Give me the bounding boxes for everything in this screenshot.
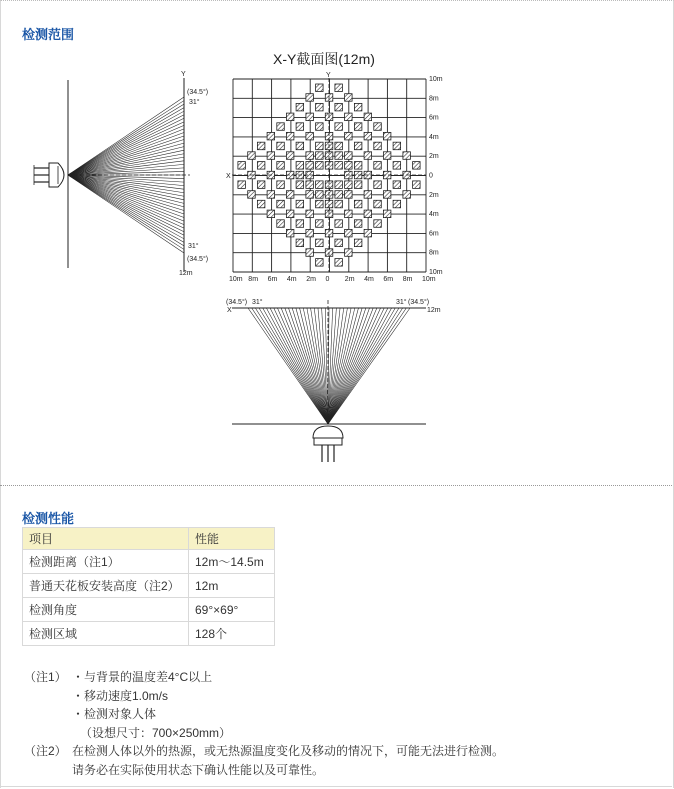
beam-ray [277, 308, 328, 424]
grid-right-tick-label: 8m [429, 249, 439, 257]
beam-ray [285, 308, 328, 424]
beam-ray [68, 118, 184, 175]
table-row [23, 598, 275, 622]
detection-zone-cell [374, 142, 382, 150]
beam-ray [303, 308, 328, 424]
detection-zone-cell [335, 191, 343, 199]
detection-zone-cell [286, 191, 294, 199]
beam-ray [68, 108, 184, 175]
detection-zone-cell [345, 229, 353, 237]
table-row [23, 574, 275, 598]
grid-right-tick-label: 4m [429, 211, 439, 219]
beam-ray [68, 175, 184, 242]
detection-zone-cell [335, 123, 343, 131]
table-cell-value: 12m [189, 574, 275, 598]
grid-right-tick-label: 2m [429, 153, 439, 161]
detection-zone-cell [296, 181, 304, 189]
table-cell-value: 128个 [189, 622, 275, 646]
beam-ray [289, 308, 329, 424]
detection-zone-cell [316, 103, 324, 111]
detection-zone-cell [335, 200, 343, 208]
detection-zone-cell [374, 200, 382, 208]
detection-zone-cell [267, 210, 275, 218]
beam-ray [68, 122, 184, 175]
beam-ray [266, 308, 328, 424]
beam-ray [255, 308, 328, 424]
grid-bottom-tick-label: 4m [286, 276, 297, 283]
detection-zone-cell [277, 181, 285, 189]
detection-zone-cell [306, 249, 314, 256]
note1-label: （注1） [24, 670, 67, 684]
detection-zone-cell [316, 200, 324, 208]
detection-zone-cell [296, 220, 304, 228]
grid-bottom-tick-label: 2m [306, 276, 316, 283]
detection-zone-cell [306, 94, 314, 102]
detection-zone-cell [345, 191, 353, 199]
detection-zone-cell [238, 162, 246, 170]
grid-right-tick-label: 10m [429, 76, 443, 83]
detection-zone-cell [306, 162, 314, 170]
grid-bottom-tick-label: 8m [402, 276, 413, 283]
beam-ray [68, 175, 184, 203]
detection-zone-cell [345, 249, 353, 256]
detection-zone-cell [257, 200, 265, 208]
table-header-performance: 性能 [189, 528, 275, 550]
detection-zone-cell [364, 191, 372, 199]
note1-line: ・检测对象人体 [72, 707, 157, 721]
grid-bottom-tick-label: 0 [325, 276, 330, 283]
grid-bottom-tick-label: 10m [229, 276, 243, 283]
grid-bottom-tick-label: 6m [383, 276, 394, 283]
detection-zone-cell [296, 200, 304, 208]
detection-zone-cell [345, 210, 353, 218]
grid-right-tick-label: 4m [429, 133, 439, 141]
detection-zone-cell [345, 152, 353, 160]
detection-zone-cell [335, 152, 343, 160]
beam-ray [68, 175, 184, 225]
detection-zone-cell [354, 200, 362, 208]
detection-zone-cell [257, 162, 265, 170]
detection-zone-cell [316, 162, 324, 170]
detection-range-diagram [0, 40, 674, 470]
detection-zone-cell [277, 142, 285, 150]
grid-right-tick-label: 6m [429, 230, 439, 238]
detection-zone-cell [286, 113, 294, 121]
section-title-performance: 检测性能 [22, 511, 75, 526]
grid-y-label: Y [326, 72, 331, 79]
grid-right-tick-label: 10m [429, 269, 443, 276]
grid-bottom-tick-label: 8m [248, 276, 259, 283]
detection-zone-cell [364, 132, 372, 140]
detection-zone-cell [257, 142, 265, 150]
detection-zone-cell [335, 220, 343, 228]
beam-ray [328, 308, 388, 424]
detection-zone-cell [354, 220, 362, 228]
detection-zone-cell [354, 162, 362, 170]
grid-right-tick-label: 6m [429, 114, 439, 122]
beam-ray [328, 308, 384, 424]
detection-zone-cell [286, 132, 294, 140]
beam-ray [68, 143, 184, 175]
detection-zone-cell [403, 191, 411, 199]
beam-ray [328, 308, 366, 424]
detection-zone-cell [296, 162, 304, 170]
beam-ray [68, 175, 184, 228]
note2-line: 在检测人体以外的热源，或无热源温度变化及移动的情况下，可能无法进行检测。 [72, 744, 505, 758]
front-right-angle-inner: 31° [396, 299, 407, 306]
beam-ray [68, 175, 184, 239]
detection-zone-cell [306, 181, 314, 189]
detection-zone-cell [335, 103, 343, 111]
front-distance-label: 12m [427, 307, 441, 314]
beam-ray [68, 175, 184, 207]
beam-ray [328, 308, 362, 424]
table-header-row [23, 528, 275, 550]
detection-zone-cell [345, 181, 353, 189]
grid-bottom-tick-label: 10m [422, 276, 436, 283]
detection-zone-cell [413, 162, 421, 170]
detection-zone-cell [345, 94, 353, 102]
note1-line: （设想尺寸：700×250mm） [80, 725, 232, 740]
section-divider [0, 485, 672, 486]
detection-zone-cell [316, 123, 324, 131]
performance-table [22, 527, 275, 646]
detection-zone-cell [296, 123, 304, 131]
beam-ray [328, 308, 403, 424]
table-header-item: 项目 [23, 528, 189, 550]
front-left-angle-inner: 31° [252, 299, 263, 306]
side-top-angle-outer: (34.5°) [187, 89, 209, 96]
side-top-angle-inner: 31° [189, 99, 200, 106]
beam-ray [328, 308, 410, 424]
detection-zone-cell [354, 142, 362, 150]
front-x-label: X [227, 307, 232, 314]
detection-zone-cell [364, 210, 372, 218]
detection-zone-cell [335, 162, 343, 170]
note2-label: （注2） [24, 744, 67, 758]
table-cell-item: 检测区域 [23, 622, 189, 646]
table-cell-value: 12m～14.5m [189, 550, 275, 574]
detection-zone-cell [286, 152, 294, 160]
detection-zone-cell [374, 123, 382, 131]
detection-zone-cell [335, 181, 343, 189]
note1-line: ・移动速度1.0m/s [72, 688, 169, 703]
detection-zone-cell [316, 142, 324, 150]
xy-section-grid [226, 51, 443, 283]
detection-zone-cell [393, 162, 401, 170]
detection-zone-cell [248, 191, 256, 199]
table-cell-item: 检测距离（注1） [23, 550, 189, 574]
grid-right-tick-label: 2m [429, 191, 439, 199]
detection-zone-cell [316, 259, 324, 267]
side-view-beam-rays [68, 97, 184, 253]
detection-zone-cell [277, 220, 285, 228]
beam-ray [263, 308, 328, 424]
front-view [226, 298, 441, 462]
detection-zone-cell [335, 84, 343, 92]
detection-zone-cell [296, 103, 304, 111]
detection-zone-cell [383, 191, 391, 199]
grid-bottom-tick-label: 4m [364, 276, 374, 283]
detection-zone-cell [345, 132, 353, 140]
detection-zone-cell [277, 123, 285, 131]
detection-zone-cell [393, 200, 401, 208]
table-cell-value: 69°×69° [189, 598, 275, 622]
detection-zone-cell [306, 152, 314, 160]
detection-zone-cell [374, 181, 382, 189]
detection-zone-cell [277, 200, 285, 208]
detection-zone-cell [335, 239, 343, 247]
beam-ray [300, 308, 328, 424]
detection-zone-cell [248, 152, 256, 160]
grid-bottom-tick-label: 6m [267, 276, 278, 283]
detection-zone-cell [354, 103, 362, 111]
front-right-angle-outer: (34.5°) [408, 299, 430, 306]
side-distance-label: 12m [179, 270, 193, 277]
detection-zone-cell [364, 229, 372, 237]
beam-ray [68, 147, 184, 175]
detection-zone-cell [354, 239, 362, 247]
grid-right-labels [429, 76, 443, 276]
detection-zone-cell [393, 142, 401, 150]
table-row [23, 622, 275, 646]
detection-zone-cell [296, 142, 304, 150]
detection-zone-cell [345, 113, 353, 121]
detection-zone-cell [286, 210, 294, 218]
detection-zone-cell [316, 239, 324, 247]
detection-zone-cell [238, 181, 246, 189]
grid-bottom-labels [229, 276, 436, 283]
detection-zone-cell [306, 229, 314, 237]
table-row [23, 550, 275, 574]
detection-zone-cell [267, 152, 275, 160]
beam-ray [68, 175, 184, 249]
note2-line: 请务必在实际使用状态下确认性能以及可靠性。 [72, 762, 325, 777]
beam-ray [68, 125, 184, 175]
detection-zone-cell [306, 191, 314, 199]
side-y-label: Y [181, 71, 186, 78]
detection-zone-cell [374, 220, 382, 228]
bottom-border [0, 786, 672, 787]
detection-zone-cell [364, 152, 372, 160]
grid-x-label: X [226, 173, 231, 180]
section-title-detection-range: 检测范围 [22, 27, 75, 42]
detection-zone-cell [383, 210, 391, 218]
detection-zone-cell [316, 191, 324, 199]
detection-zone-cell [413, 181, 421, 189]
detection-zone-cell [316, 84, 324, 92]
sensor-front-icon [313, 426, 343, 462]
detection-zone-cell [306, 132, 314, 140]
side-bottom-angle-outer: (34.5°) [187, 256, 209, 263]
grid-lines [233, 79, 426, 272]
detection-zone-cell [277, 162, 285, 170]
detection-zone-cell [316, 220, 324, 228]
detection-zone-cell [296, 239, 304, 247]
grid-bottom-tick-label: 2m [344, 276, 355, 283]
grid-right-tick-label: 0 [429, 172, 433, 180]
beam-ray [68, 111, 184, 175]
sensor-side-icon [34, 163, 64, 187]
detection-zone-cell [383, 152, 391, 160]
detection-zone-cell [316, 152, 324, 160]
table-cell-item: 普通天花板安装高度（注2） [23, 574, 189, 598]
grid-right-tick-label: 8m [429, 95, 439, 103]
side-view [34, 71, 208, 277]
detection-zone-cell [383, 132, 391, 140]
detection-zone-cell [306, 210, 314, 218]
table-cell-item: 检测角度 [23, 598, 189, 622]
detection-zone-cell [335, 259, 343, 267]
side-bottom-angle-inner: 31° [188, 243, 199, 250]
detection-zone-cell [354, 181, 362, 189]
front-left-angle-outer: (34.5°) [226, 299, 248, 306]
detection-zone-cell [267, 191, 275, 199]
detection-zone-cell [403, 152, 411, 160]
note1-line: ・与背景的温度差4°C以上 [72, 670, 213, 684]
detection-zone-cell [257, 181, 265, 189]
beam-ray [328, 308, 358, 424]
detection-zone-cell [345, 162, 353, 170]
detection-zone-cell [354, 123, 362, 131]
detection-zone-cell [267, 132, 275, 140]
detection-zone-cell [286, 229, 294, 237]
beam-ray [68, 101, 184, 175]
detection-zone-cell [393, 181, 401, 189]
detection-zone-cell [364, 113, 372, 121]
beam-ray [68, 175, 184, 232]
xy-section-title: X-Y截面图(12m) [273, 51, 375, 67]
detection-zone-cell [306, 113, 314, 121]
front-view-beam-rays [248, 308, 410, 424]
detection-zone-cell [335, 142, 343, 150]
detection-zone-cell [374, 162, 382, 170]
detection-zone-cell [316, 181, 324, 189]
